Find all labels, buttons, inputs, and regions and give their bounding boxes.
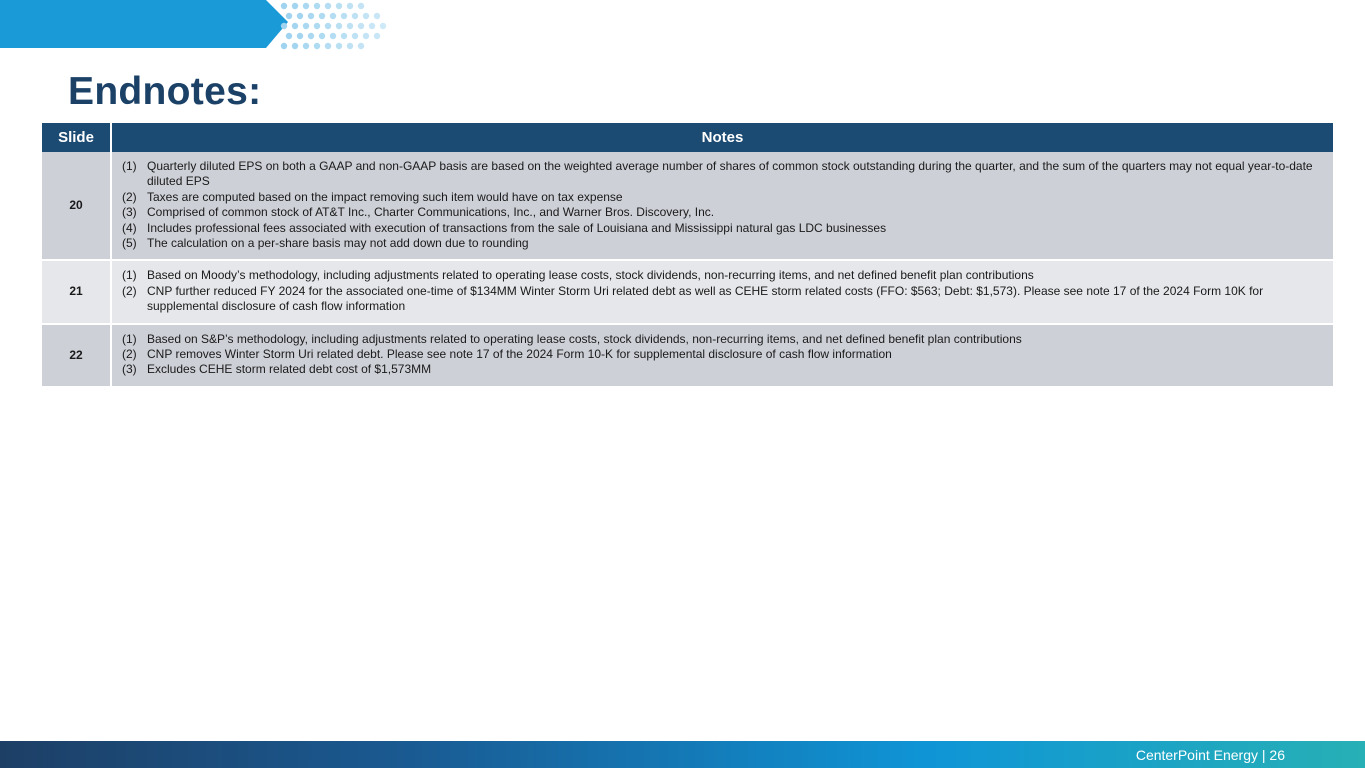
decorative-dot bbox=[374, 33, 380, 39]
column-header-slide: Slide bbox=[42, 123, 111, 152]
notes-cell bbox=[111, 152, 1333, 260]
decorative-dot bbox=[308, 33, 314, 39]
header-banner-shape bbox=[0, 0, 290, 48]
decorative-dot bbox=[303, 43, 309, 49]
note-item bbox=[122, 332, 1321, 347]
decorative-dot bbox=[358, 3, 364, 9]
decorative-dot bbox=[303, 23, 309, 29]
decorative-dot bbox=[292, 3, 298, 9]
note-text: Quarterly diluted EPS on both a GAAP and non-GAAP basis are based on the weighted average number of shares of common stock outstanding during the quarter, and the sum of the quarters may not equal year-to-date diluted EPS bbox=[147, 159, 1313, 189]
note-item bbox=[122, 284, 1321, 315]
decorative-dot bbox=[352, 33, 358, 39]
decorative-dot bbox=[314, 43, 320, 49]
decorative-dot bbox=[363, 13, 369, 19]
note-list bbox=[122, 159, 1321, 251]
note-text: Comprised of common stock of AT&T Inc., Charter Communications, Inc., and Warner Bros. Discovery, Inc. bbox=[147, 205, 715, 220]
note-number: (2) bbox=[122, 189, 137, 204]
note-item bbox=[122, 268, 1321, 283]
note-number: (1) bbox=[122, 331, 137, 346]
decorative-dot bbox=[341, 33, 347, 39]
column-header-notes: Notes bbox=[111, 123, 1333, 152]
decorative-dot bbox=[358, 43, 364, 49]
note-number: (1) bbox=[122, 159, 137, 173]
table-row bbox=[42, 152, 1333, 260]
decorative-dot bbox=[303, 3, 309, 9]
note-number: (3) bbox=[122, 205, 137, 220]
decorative-dot bbox=[330, 33, 336, 39]
slide-number-cell: 20 bbox=[42, 152, 111, 260]
decorative-dot bbox=[336, 43, 342, 49]
decorative-dot bbox=[341, 13, 347, 19]
notes-cell bbox=[111, 260, 1333, 323]
note-number: (3) bbox=[122, 362, 137, 377]
decorative-dot bbox=[314, 23, 320, 29]
note-item bbox=[122, 190, 1321, 205]
slide-number-cell: 21 bbox=[42, 260, 111, 323]
decorative-dot bbox=[319, 13, 325, 19]
decorative-dot bbox=[319, 33, 325, 39]
note-number: (5) bbox=[122, 236, 137, 251]
slide-number-cell: 22 bbox=[42, 324, 111, 387]
note-item bbox=[122, 362, 1321, 377]
table-row bbox=[42, 324, 1333, 387]
decorative-dot bbox=[281, 23, 287, 29]
decorative-dot bbox=[325, 23, 331, 29]
note-number: (2) bbox=[122, 283, 137, 298]
footer-company-page: CenterPoint Energy | 26 bbox=[1135, 747, 1285, 763]
note-number: (1) bbox=[122, 268, 137, 283]
note-item bbox=[122, 221, 1321, 236]
decorative-dot bbox=[314, 3, 320, 9]
decorative-dot bbox=[330, 13, 336, 19]
note-text: CNP further reduced FY 2024 for the associated one-time of $134MM Winter Storm Uri related debt as well as CEHE storm related costs (FFO: $563; Debt: $1,573). Please see note 17 of the 2024 Form 10K for supplemental disclosure of cash flow information bbox=[147, 283, 1264, 314]
decorative-dot bbox=[281, 3, 287, 9]
decorative-dot bbox=[369, 23, 375, 29]
decorative-dot bbox=[374, 13, 380, 19]
note-number: (4) bbox=[122, 220, 137, 235]
note-text: Based on S&P’s methodology, including adjustments related to operating lease costs, stock dividends, non-recurring items, and net defined benefit plan contributions bbox=[147, 331, 1022, 346]
note-list bbox=[122, 268, 1321, 314]
note-list bbox=[122, 332, 1321, 378]
decorative-dot bbox=[281, 43, 287, 49]
note-text: CNP removes Winter Storm Uri related debt. Please see note 17 of the 2024 Form 10-K for supplemental disclosure of cash flow information bbox=[147, 347, 892, 362]
decorative-dot bbox=[292, 23, 298, 29]
note-text: The calculation on a per-share basis may not add down due to rounding bbox=[147, 236, 529, 251]
decorative-dot bbox=[347, 3, 353, 9]
decorative-dot bbox=[352, 13, 358, 19]
decorative-dot bbox=[363, 33, 369, 39]
decorative-dot bbox=[297, 33, 303, 39]
note-text: Taxes are computed based on the impact removing such item would have on tax expense bbox=[147, 189, 623, 204]
decorative-dot bbox=[297, 13, 303, 19]
note-text: Excludes CEHE storm related debt cost of $1,573MM bbox=[147, 362, 432, 377]
decorative-dot bbox=[347, 43, 353, 49]
endnotes-table bbox=[42, 123, 1333, 388]
page-title: Endnotes: bbox=[68, 70, 262, 113]
decorative-dot bbox=[286, 13, 292, 19]
decorative-dot bbox=[380, 23, 386, 29]
note-text: Based on Moody’s methodology, including adjustments related to operating lease costs, stock dividends, non-recurring items, and net defined benefit plan contributions bbox=[147, 268, 1034, 283]
table-header-row bbox=[42, 123, 1333, 152]
decorative-dot bbox=[325, 43, 331, 49]
decorative-dot-pattern bbox=[278, 0, 408, 52]
decorative-dot bbox=[292, 43, 298, 49]
note-number: (2) bbox=[122, 347, 137, 362]
decorative-dot bbox=[308, 13, 314, 19]
notes-cell bbox=[111, 324, 1333, 387]
decorative-dot bbox=[336, 23, 342, 29]
decorative-dot bbox=[347, 23, 353, 29]
note-item bbox=[122, 236, 1321, 251]
note-item bbox=[122, 159, 1321, 190]
note-item bbox=[122, 205, 1321, 220]
table-row bbox=[42, 260, 1333, 323]
decorative-dot bbox=[325, 3, 331, 9]
decorative-dot bbox=[336, 3, 342, 9]
decorative-dot bbox=[286, 33, 292, 39]
note-text: Includes professional fees associated with execution of transactions from the sale of Louisiana and Mississippi natural gas LDC businesses bbox=[147, 220, 887, 235]
decorative-dot bbox=[358, 23, 364, 29]
note-item bbox=[122, 347, 1321, 362]
